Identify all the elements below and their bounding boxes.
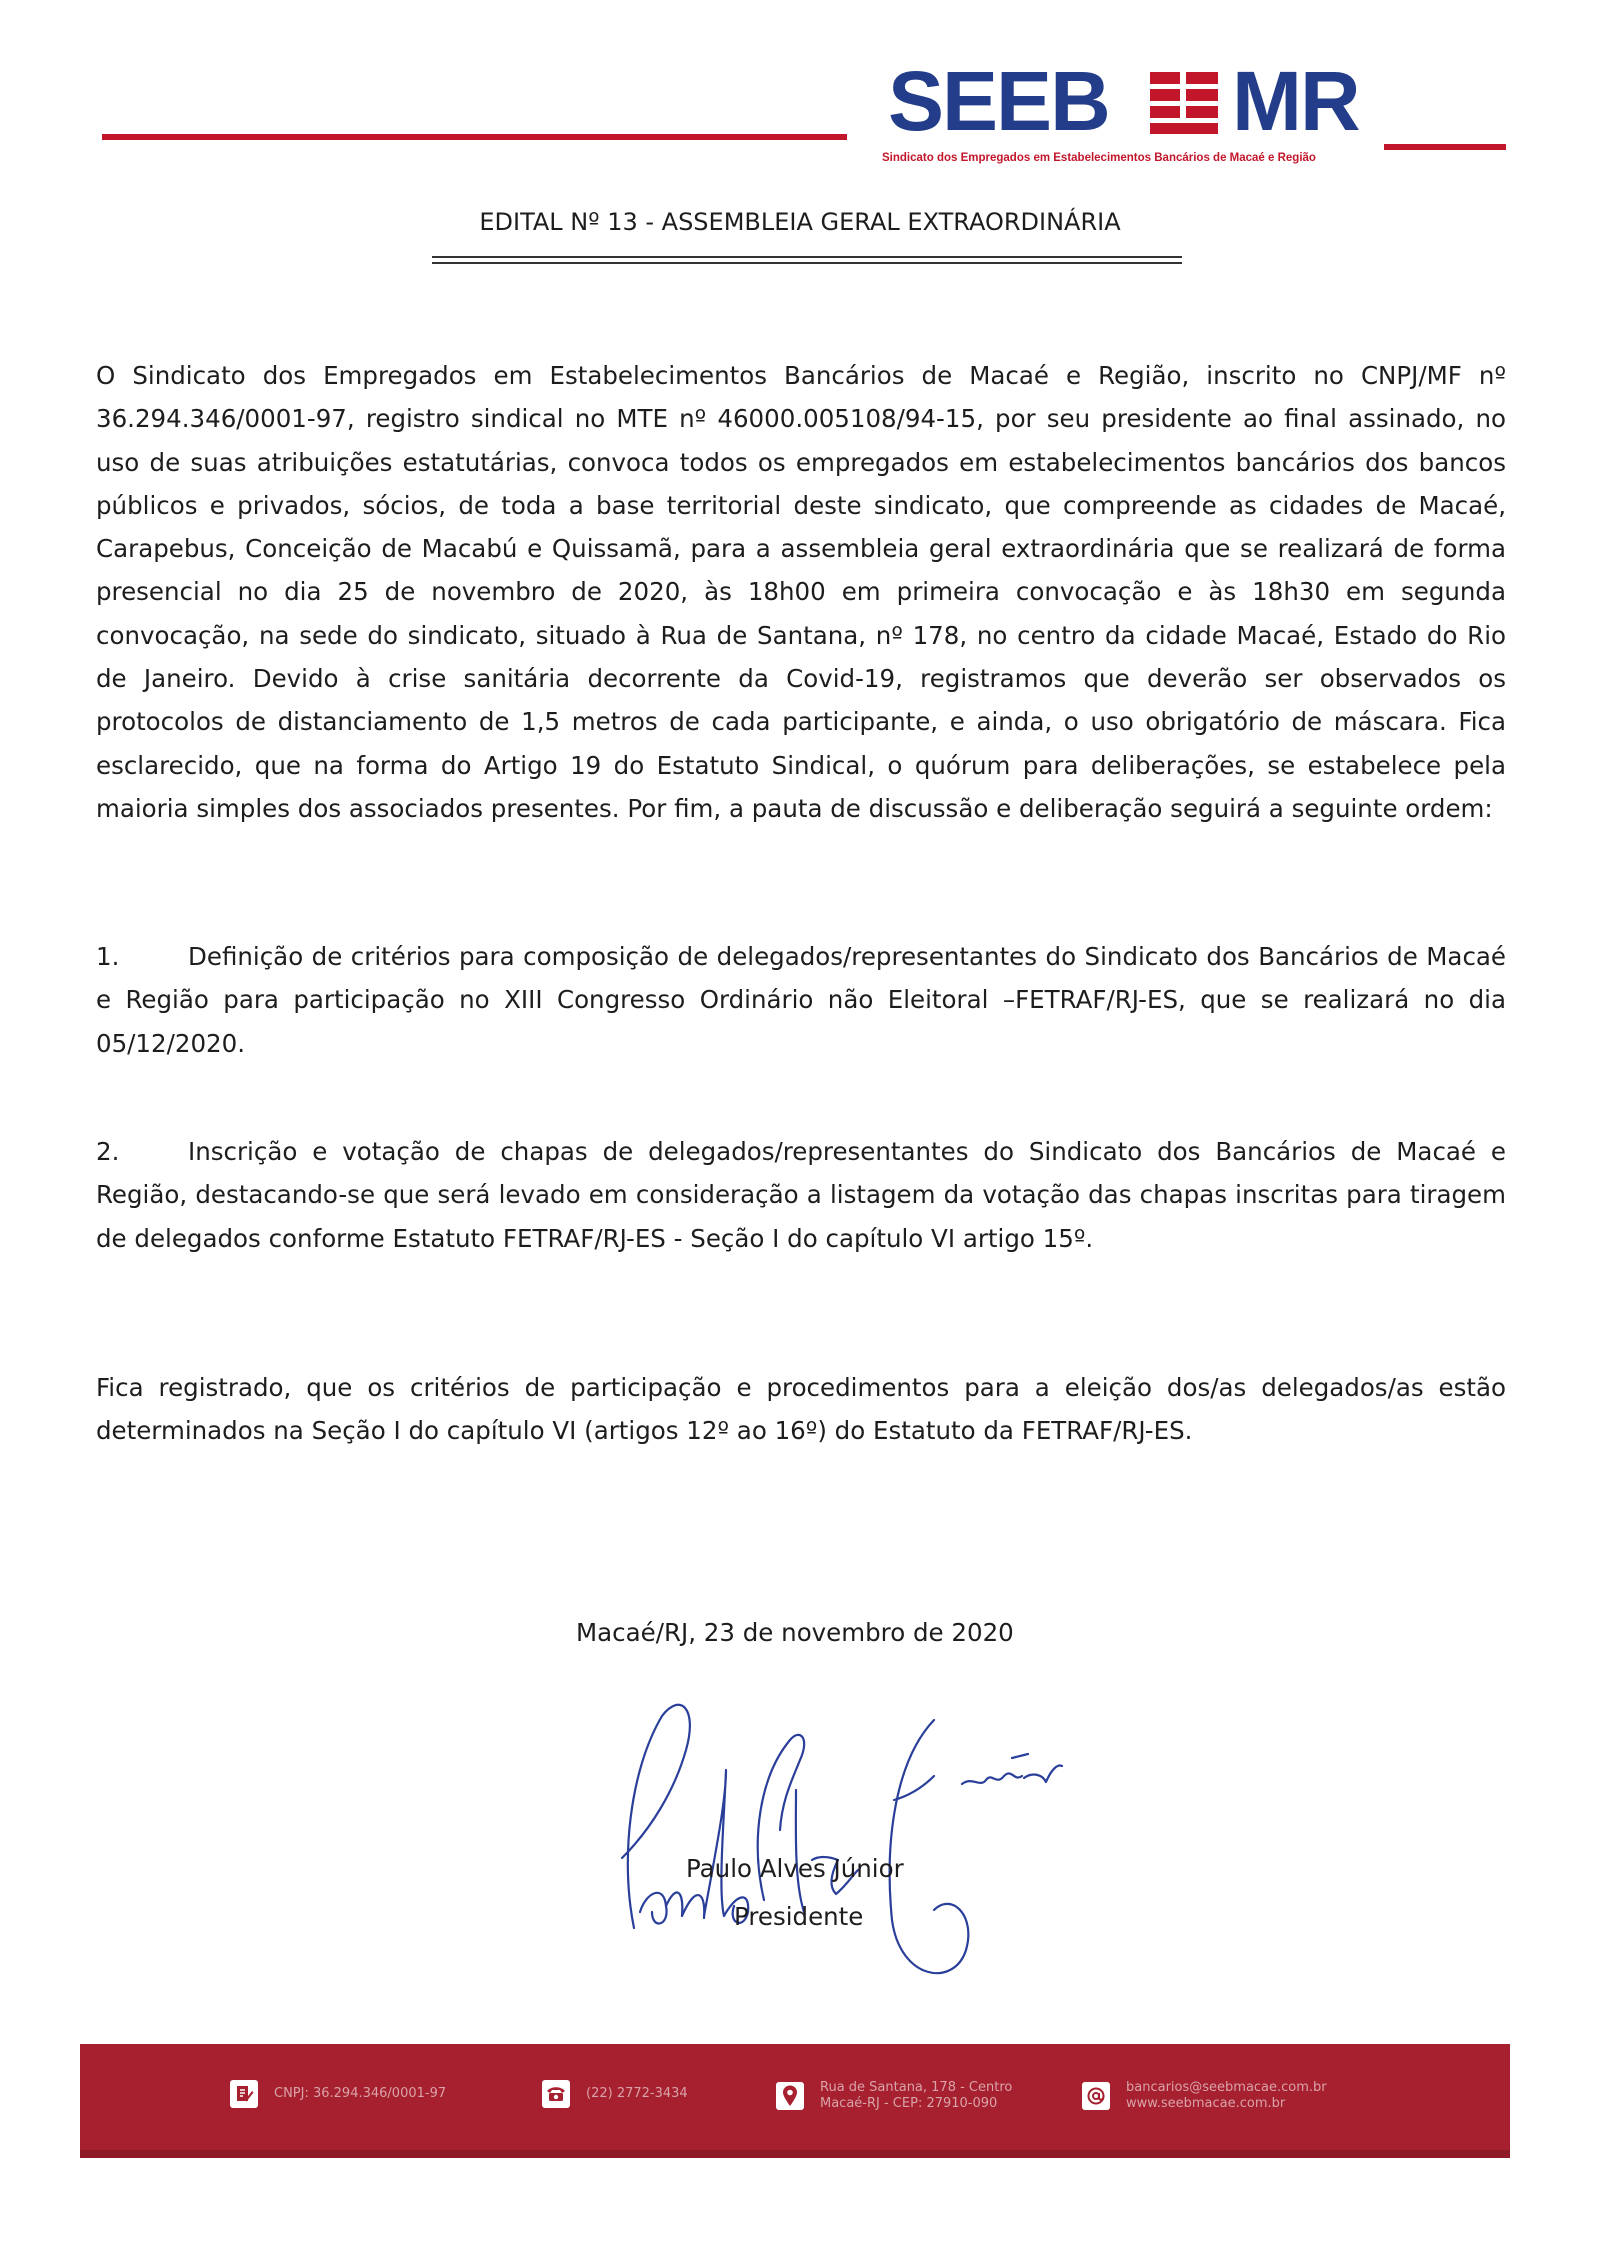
header-rule-left	[102, 134, 847, 140]
footer-contact	[1082, 2080, 1327, 2112]
footer-phone	[542, 2080, 688, 2108]
footer-cnpj-text: CNPJ: 36.294.346/0001-97	[274, 2086, 447, 2101]
agenda-item-text: Inscrição e votação de chapas de delegados/representantes do Sindicato dos Bancários de Macaé e Região, destacando-se que será levado em consideração a listagem da votação das chapas inscritas para tiragem de delegados conforme Estatuto FETRAF/RJ-ES - Seção I do capítulo VI artigo 15º.	[96, 1137, 1506, 1253]
closing-paragraph: Fica registrado, que os critérios de participação e procedimentos para a eleição dos/as delegados/as estão determinados na Seção I do capítulo VI (artigos 12º ao 16º) do Estatuto da FETRAF/RJ-ES.	[96, 1373, 1506, 1446]
footer-address-line1: Rua de Santana, 178 - Centro	[820, 2080, 1013, 2095]
agenda-item-2	[96, 1130, 1506, 1260]
signer-name: Paulo Alves Júnior	[686, 1854, 904, 1883]
handwritten-signature	[600, 1680, 1160, 1990]
signer-role: Presidente	[734, 1902, 864, 1931]
agenda-item-number: 1.	[96, 942, 120, 971]
telephone-icon	[542, 2080, 570, 2108]
intro-paragraph: O Sindicato dos Empregados em Estabelecimentos Bancários de Macaé e Região, inscrito no CNPJ/MF nº 36.294.346/0001-97, registro sindical no MTE nº 46000.005108/94-15, por seu presidente ao final assinado, no uso de suas atribuições estatutárias, convoca todos os empregados em estabelecimentos bancários dos bancos públicos e privados, sócios, de toda a base territorial deste sindicato, que compreende as cidades de Macaé, Carapebus, Conceição de Macabú e Quissamã, para a assembleia geral extraordinária que se realizará de forma presencial no dia 25 de novembro de 2020, às 18h00 em primeira convocação e às 18h30 em segunda convocação, na sede do sindicato, situado à Rua de Santana, nº 178, no centro da cidade Macaé, Estado do Rio de Janeiro. Devido à crise sanitária decorrente da Covid-19, registramos que deverão ser observados os protocolos de distanciamento de 1,5 metros de cada participante, e ainda, o uso obrigatório de máscara. Fica esclarecido, que na forma do Artigo 19 do Estatuto Sindical, o quórum para deliberações, se estabelece pela maioria simples dos associados presentes. Por fim, a pauta de discussão e deliberação seguirá a seguinte ordem:	[96, 361, 1506, 823]
logo-tagline: Sindicato dos Empregados em Estabelecimentos Bancários de Macaé e Região	[882, 152, 1316, 164]
document-edit-icon	[230, 2080, 258, 2108]
footer-bar	[80, 2044, 1510, 2158]
place-and-date: Macaé/RJ, 23 de novembro de 2020	[576, 1618, 1014, 1647]
agenda-item-text: Definição de critérios para composição de delegados/representantes do Sindicato dos Bancários de Macaé e Região para participação no XIII Congresso Ordinário não Eleitoral –FETRAF/RJ-ES, que se realizará no dia 05/12/2020.	[96, 942, 1506, 1058]
agenda-item-number: 2.	[96, 1137, 120, 1166]
header-rule-right	[1384, 144, 1506, 150]
document-title: EDITAL Nº 13 - ASSEMBLEIA GERAL EXTRAORDINÁRIA	[479, 208, 1121, 236]
footer-website[interactable]: www.seebmacae.com.br	[1126, 2096, 1286, 2111]
seeb-logo	[880, 56, 1360, 171]
logo-bars-icon	[1146, 68, 1222, 138]
title-double-rule	[432, 256, 1182, 270]
footer-email[interactable]: bancarios@seebmacae.com.br	[1126, 2080, 1327, 2095]
logo-text-mr: MR	[1232, 54, 1359, 148]
logo-text-seeb: SEEB	[888, 54, 1109, 148]
footer-address	[776, 2080, 1012, 2112]
footer-phone-text: (22) 2772-3434	[586, 2086, 688, 2101]
at-sign-icon	[1082, 2082, 1110, 2110]
footer-address-line2: Macaé-RJ - CEP: 27910-090	[820, 2096, 998, 2111]
footer-cnpj	[230, 2080, 446, 2108]
map-pin-icon	[776, 2082, 804, 2110]
agenda-item-1	[96, 935, 1506, 1065]
